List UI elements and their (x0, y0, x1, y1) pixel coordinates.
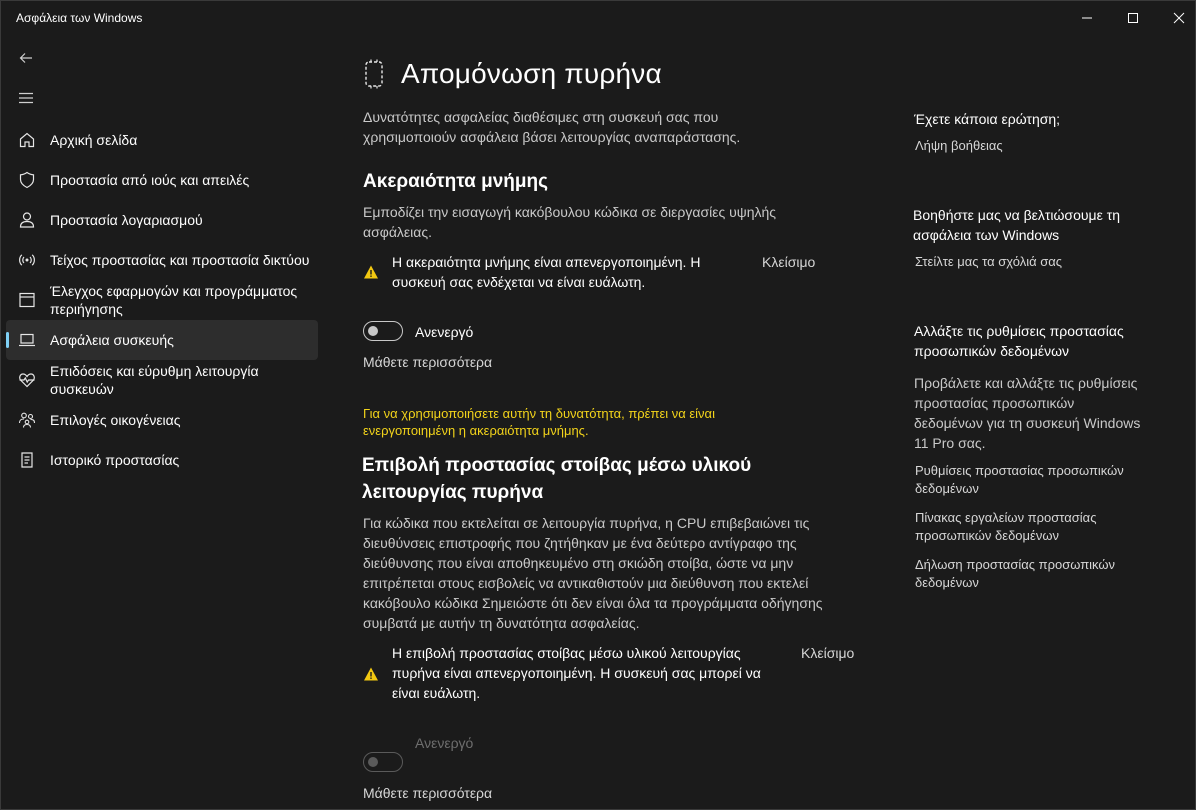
privacy-description: Προβάλετε και αλλάξτε τις ρυθμίσεις προστασίας προσωπικών δεδομένων για τη συσκευή Windows 11 Pro σας. (914, 375, 1141, 451)
sidebar-item-label: Ασφάλεια συσκευής (50, 332, 174, 348)
sidebar-item-label: Ιστορικό προστασίας (50, 452, 180, 468)
sidebar-item-label: Προστασία λογαριασμού (50, 212, 203, 228)
memory-integrity-warning: Η ακεραιότητα μνήμης είναι απενεργοποιημένη. Η συσκευή σας ενδέχεται να είναι ευάλωτη. (392, 254, 701, 290)
sidebar-nav (6, 120, 318, 480)
sidebar-item-family-options[interactable] (6, 400, 318, 440)
sidebar-item-app-browser-control[interactable] (6, 280, 318, 320)
window-title: Ασφάλεια των Windows (16, 11, 143, 25)
privacy-heading: Αλλάξτε τις ρυθμίσεις προστασίας προσωπικών δεδομένων (914, 323, 1124, 359)
stack-protection-title: Επιβολή προστασίας στοίβας μέσω υλικού λειτουργίας πυρήνα (362, 455, 752, 503)
learn-more-link[interactable]: Μάθετε περισσότερα (363, 785, 493, 801)
sidebar-item-label: Αρχική σελίδα (50, 132, 138, 148)
page-header (363, 58, 662, 90)
back-arrow-icon (18, 50, 34, 66)
stack-protection-description: Για κώδικα που εκτελείται σε λειτουργία πυρήνα, η CPU επιβεβαιώνει τις διευθύνσεις επιστροφής που ζητήθηκαν με ένα δεύτερο αντίγραφο της διεύθυνσης που είναι αποθηκευμένο στη σκιώδη στοίβα, ώστε να μην επιτρέπεται στους εισβολείς να αντικαθιστούν μια διεύθυνση που εκτελεί κακόβουλο κώδικα Σημειώστε ότι δεν είναι όλα τα προγράμματα οδήγησης συμβατά με αυτήν τη δυνατότητα ασφαλείας. (363, 515, 823, 631)
minimize-icon (1081, 12, 1093, 24)
improve-heading: Βοηθήστε μας να βελτιώσουμε τη ασφάλεια των Windows (913, 207, 1121, 243)
antenna-icon (17, 250, 37, 270)
dismiss-button[interactable]: Κλείσιμο (762, 254, 816, 270)
warning-icon (363, 666, 379, 687)
shield-icon (17, 170, 37, 190)
warning-icon (363, 264, 379, 285)
back-button[interactable] (10, 44, 42, 72)
requirement-note: Για να χρησιμοποιήσετε αυτήν τη δυνατότητα, πρέπει να είναι ενεργοποιημένη η ακεραιότητα μνήμης. (363, 406, 715, 438)
heart-pulse-icon (17, 370, 37, 390)
history-icon (17, 450, 37, 470)
sidebar-item-virus-protection[interactable] (6, 160, 318, 200)
maximize-icon (1127, 12, 1139, 24)
close-icon (1173, 12, 1185, 24)
toggle-state-label: Ανενεργό (415, 324, 474, 340)
close-button[interactable] (1156, 0, 1196, 36)
maximize-button[interactable] (1110, 0, 1156, 36)
sidebar-item-label: Επιλογές οικογένειας (50, 412, 181, 428)
family-icon (17, 410, 37, 430)
hamburger-icon (18, 90, 34, 106)
sidebar-item-device-performance[interactable] (6, 360, 318, 400)
stack-protection-toggle[interactable] (363, 752, 403, 772)
page-description: Δυνατότητες ασφαλείας διαθέσιμες στη συσκευή σας που χρησιμοποιούν ασφάλεια βάσει λειτουργίας αναπαράστασης. (363, 109, 741, 145)
laptop-icon (17, 330, 37, 350)
core-isolation-icon (363, 59, 385, 89)
minimize-button[interactable] (1064, 0, 1110, 36)
app-browser-icon (17, 290, 37, 310)
privacy-dashboard-link[interactable]: Πίνακας εργαλείων προστασίας προσωπικών δεδομένων (915, 510, 1097, 543)
person-icon (17, 210, 37, 230)
sidebar-item-label: Προστασία από ιούς και απειλές (50, 172, 250, 188)
stack-protection-warning: Η επιβολή προστασίας στοίβας μέσω υλικού λειτουργίας πυρήνα είναι απενεργοποιημένη. Η συσκευή σας μπορεί να είναι ευάλωτη. (392, 645, 761, 701)
memory-integrity-description: Εμποδίζει την εισαγωγή κακόβουλου κώδικα σε διεργασίες υψηλής ασφάλειας. (363, 204, 777, 240)
sidebar-item-device-security[interactable] (6, 320, 318, 360)
sidebar-item-label: Τείχος προστασίας και προστασία δικτύου (50, 252, 310, 268)
memory-integrity-toggle[interactable] (363, 321, 403, 341)
learn-more-link[interactable]: Μάθετε περισσότερα (363, 354, 493, 370)
sidebar-item-label: Έλεγχος εφαρμογών και προγράμματος περιήγησης (50, 283, 298, 317)
toggle-state-label: Ανενεργό (415, 735, 474, 751)
sidebar-item-firewall[interactable] (6, 240, 318, 280)
privacy-statement-link[interactable]: Δήλωση προστασίας προσωπικών δεδομένων (915, 557, 1116, 590)
menu-button[interactable] (10, 84, 42, 112)
page-title: Απομόνωση πυρήνα (401, 58, 662, 89)
home-icon (17, 130, 37, 150)
sidebar-item-protection-history[interactable] (6, 440, 318, 480)
feedback-link[interactable]: Στείλτε μας τα σχόλιά σας (915, 254, 1063, 269)
title-bar (0, 0, 1196, 36)
sidebar-item-home[interactable] (6, 120, 318, 160)
help-heading: Έχετε κάποια ερώτηση; (914, 111, 1061, 127)
sidebar-item-account-protection[interactable] (6, 200, 318, 240)
dismiss-button[interactable]: Κλείσιμο (801, 645, 855, 661)
sidebar-item-label: Επιδόσεις και εύρυθμη λειτουργία συσκευών (50, 363, 259, 397)
get-help-link[interactable]: Λήψη βοήθειας (915, 138, 1003, 153)
memory-integrity-title: Ακεραιότητα μνήμης (363, 171, 549, 192)
privacy-settings-link[interactable]: Ρυθμίσεις προστασίας προσωπικών δεδομένων (915, 463, 1124, 496)
